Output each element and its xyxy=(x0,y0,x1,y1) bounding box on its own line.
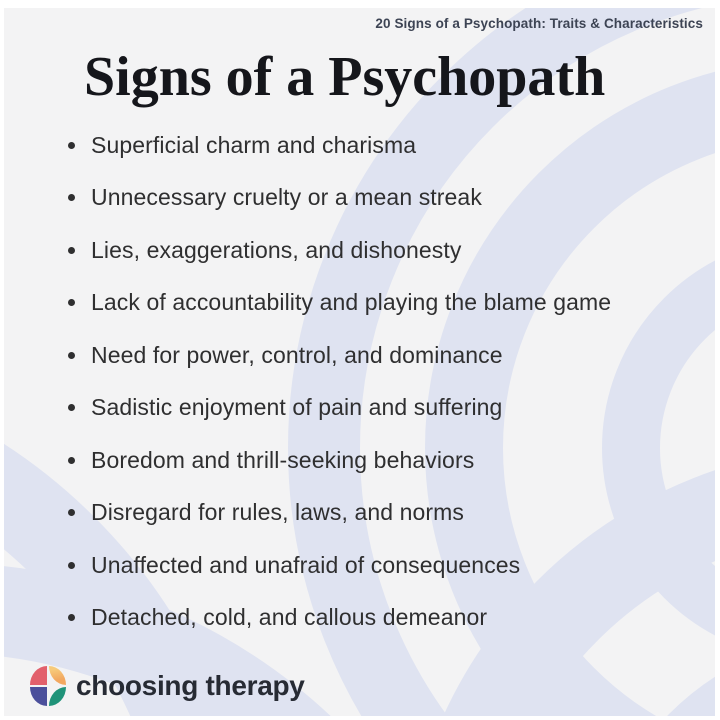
bullet-icon xyxy=(68,614,75,621)
list-item xyxy=(68,487,715,540)
logo-petal-orange-icon xyxy=(49,666,66,685)
list-item-text: Superficial charm and charisma xyxy=(91,131,417,158)
bullet-icon xyxy=(68,352,75,359)
list-item-text: Sadistic enjoyment of pain and suffering xyxy=(91,394,503,421)
brand-name: choosing therapy xyxy=(76,670,305,701)
choosing-therapy-logo-icon xyxy=(30,666,66,706)
list-item xyxy=(68,277,715,330)
signs-list xyxy=(68,119,715,644)
list-item-text: Detached, cold, and callous demeanor xyxy=(91,604,488,631)
list-item xyxy=(68,539,715,592)
list-item xyxy=(68,172,715,225)
bullet-icon xyxy=(68,194,75,201)
bullet-icon xyxy=(68,509,75,516)
list-item-text: Boredom and thrill-seeking behaviors xyxy=(91,446,475,473)
bullet-icon xyxy=(68,562,75,569)
list-item xyxy=(68,119,715,172)
bullet-icon xyxy=(68,247,75,254)
list-item-text: Lack of accountability and playing the blame game xyxy=(91,289,612,316)
list-item-text: Unaffected and unafraid of consequences xyxy=(91,551,521,578)
list-item xyxy=(68,382,715,435)
content-area xyxy=(4,8,715,716)
list-item-text: Unnecessary cruelty or a mean streak xyxy=(91,184,482,211)
list-item-text: Disregard for rules, laws, and norms xyxy=(91,499,465,526)
list-item xyxy=(68,224,715,277)
bullet-icon xyxy=(68,299,75,306)
logo-petal-pink-icon xyxy=(30,666,47,685)
bullet-icon xyxy=(68,457,75,464)
logo-petal-indigo-icon xyxy=(30,687,47,706)
page-title: Signs of a Psychopath xyxy=(84,46,606,108)
list-item xyxy=(68,434,715,487)
list-item-text: Need for power, control, and dominance xyxy=(91,341,503,368)
brand-logo xyxy=(30,666,305,706)
list-item-text: Lies, exaggerations, and dishonesty xyxy=(91,236,462,263)
list-item xyxy=(68,329,715,382)
logo-petal-teal-icon xyxy=(49,687,66,706)
list-item xyxy=(68,592,715,645)
header-caption: 20 Signs of a Psychopath: Traits & Characteristics xyxy=(375,16,703,31)
bullet-icon xyxy=(68,404,75,411)
bullet-icon xyxy=(68,142,75,149)
infographic-card xyxy=(4,8,715,716)
